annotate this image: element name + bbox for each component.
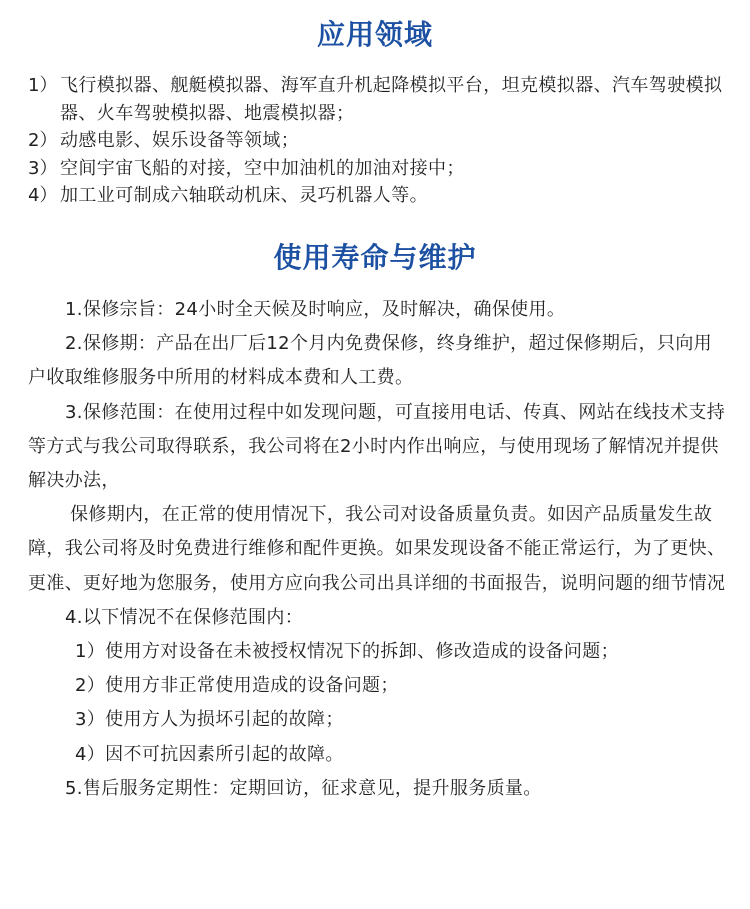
list-item [28,127,728,155]
exclusion-item: 1）使用方对设备在未被授权情况下的拆卸、修改造成的设备问题； [75,641,619,663]
list-item-text: 加工业可制成六轴联动机床、灵巧机器人等。 [60,185,428,206]
list-item [28,72,728,127]
maintenance-body [28,293,728,806]
list-item-number: 3） [28,157,58,179]
warranty-scope: 3.保修范围：在使用过程中如发现问题，可直接用电话、传真、网站在线技术支持等方式与我公司取得联系，我公司将在2小时内作出响应，与使用现场了解情况并提供解决办法， [28,401,726,492]
exclusion-item: 2）使用方非正常使用造成的设备问题； [75,675,399,697]
list-item-text: 飞行模拟器、舰艇模拟器、海军直升机起降模拟平台，坦克模拟器、汽车驾驶模拟器、火车驾驶模拟器、地震模拟器； [60,75,723,124]
list-item-text: 空间宇宙飞船的对接，空中加油机的加油对接中； [60,157,465,179]
warranty-responsibility: 保修期内，在正常的使用情况下，我公司对设备质量负责。如因产品质量发生故障，我公司将及时免费进行维修和配件更换。如果发现设备不能正常运行，为了更快、更准、更好地为您服务，使用方应向我公司出具详细的书面报告，说明问题的细节情况 [28,504,726,594]
list-item [28,182,728,210]
after-sales-service: 5.售后服务定期性：定期回访，征求意见，提升服务质量。 [65,777,542,799]
list-item-number: 2） [28,130,58,151]
applications-list [28,72,728,210]
warranty-exclusions-heading: 4.以下情况不在保修范围内： [65,606,304,628]
warranty-principle: 1.保修宗旨：24小时全天候及时响应，及时解决，确保使用。 [65,299,566,320]
section-title-maintenance: 使用寿命与维护 [273,241,477,274]
exclusion-item: 3）使用方人为损坏引起的故障； [75,709,344,731]
list-item-number: 1） [28,75,58,96]
list-item-text: 动感电影、娱乐设备等领域； [60,130,300,151]
section-title-applications: 应用领域 [316,18,433,51]
list-item [28,155,728,183]
warranty-period: 2.保修期：产品在出厂后12个月内免费保修，终身维护，超过保修期后，只向用户收取维修服务中所用的材料成本费和人工费。 [28,333,713,389]
list-item-number: 4） [28,185,58,206]
exclusion-item: 4）因不可抗因素所引起的故障。 [75,743,344,765]
